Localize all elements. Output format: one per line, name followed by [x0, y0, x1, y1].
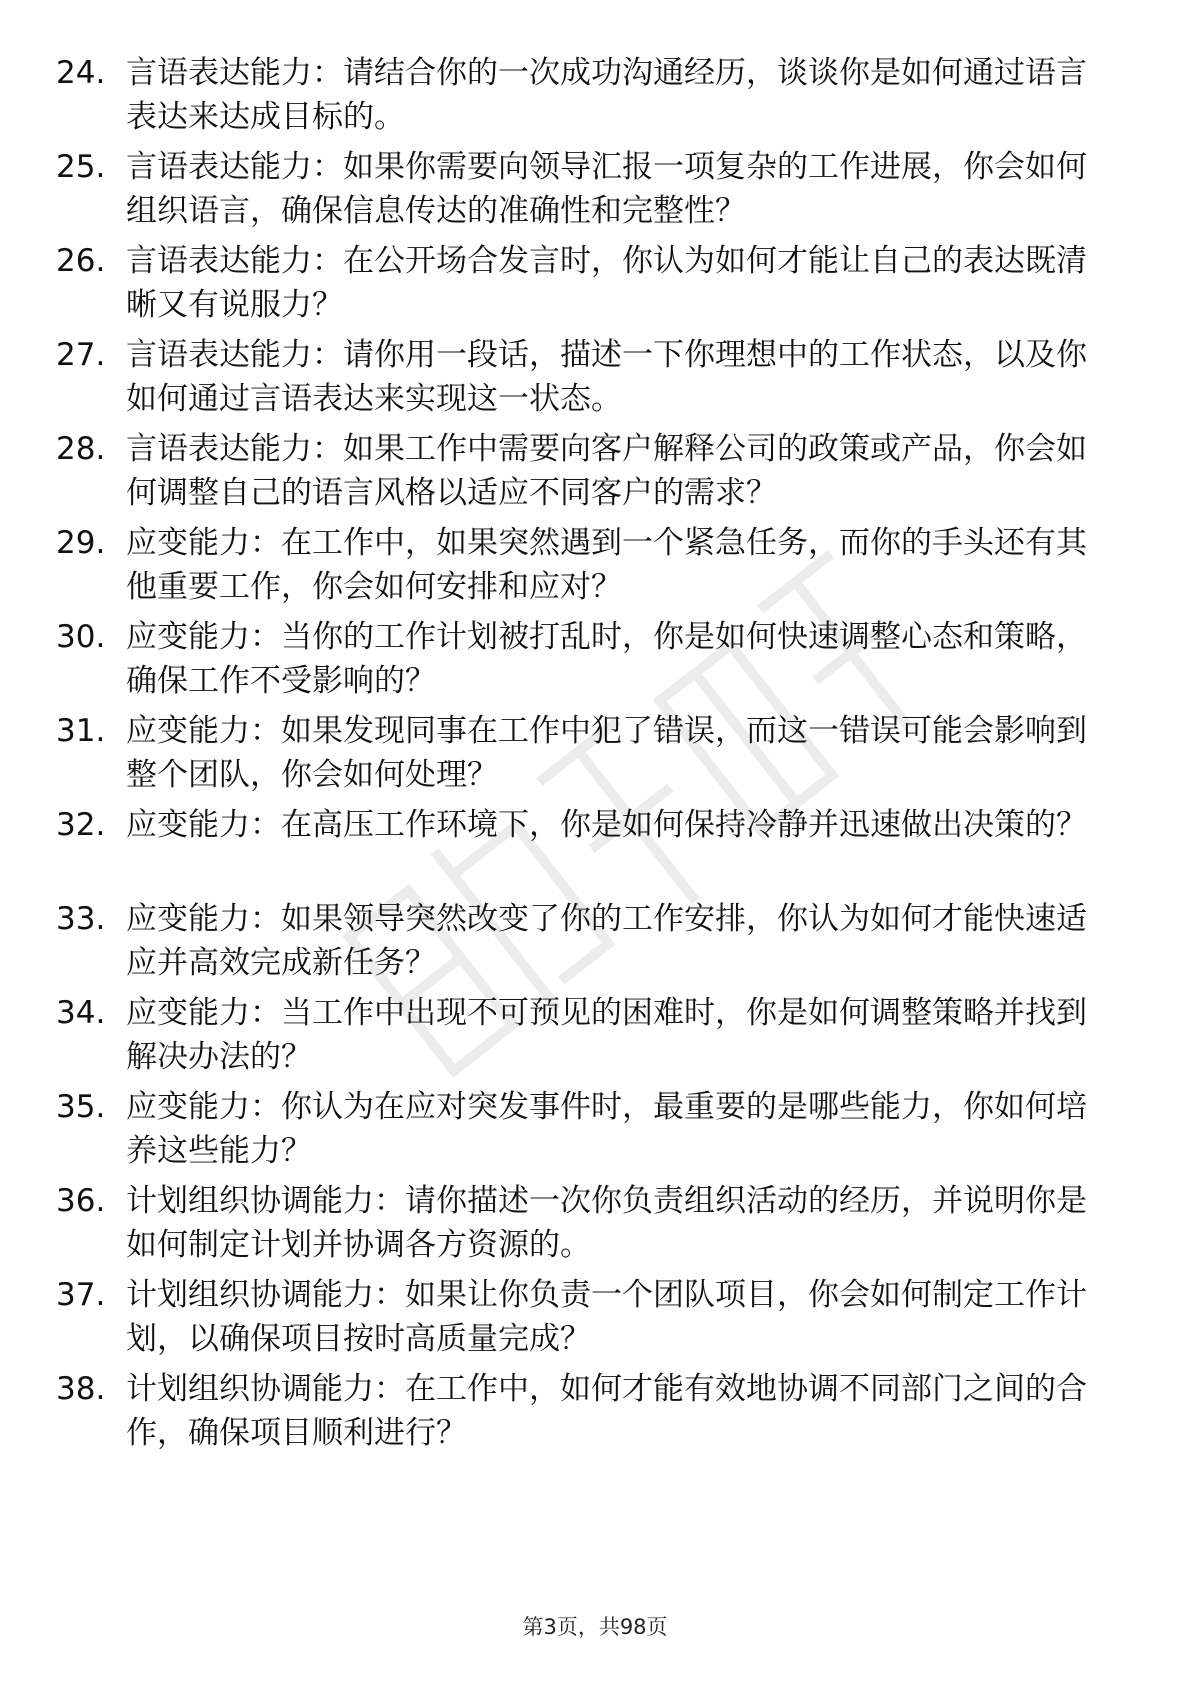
question-number: 31.: [56, 713, 106, 749]
list-item: [56, 615, 1116, 709]
question-number: 26.: [56, 243, 106, 279]
question-number: 27.: [56, 337, 106, 373]
list-item: [56, 1179, 1116, 1273]
question-text: 应变能力：在工作中，如果突然遇到一个紧急任务，而你的手头还有其他重要工作，你会如何安排和应对？: [126, 525, 1087, 605]
list-item: [56, 427, 1116, 521]
question-number: 34.: [56, 995, 106, 1031]
list-item: [56, 709, 1116, 803]
question-number: 35.: [56, 1089, 106, 1125]
question-number: 25.: [56, 149, 106, 185]
list-item: [56, 51, 1116, 145]
list-item: [56, 239, 1116, 333]
question-number: 33.: [56, 901, 106, 937]
question-text: 计划组织协调能力：请你描述一次你负责组织活动的经历，并说明你是如何制定计划并协调各方资源的。: [126, 1183, 1087, 1263]
list-item: [56, 1367, 1116, 1461]
question-text: 言语表达能力：在公开场合发言时，你认为如何才能让自己的表达既清晰又有说服力？: [126, 243, 1087, 323]
question-text: 言语表达能力：请你用一段话，描述一下你理想中的工作状态，以及你如何通过言语表达来实现这一状态。: [126, 337, 1087, 417]
question-text: 计划组织协调能力：如果让你负责一个团队项目，你会如何制定工作计划，以确保项目按时高质量完成？: [126, 1277, 1087, 1357]
question-number: 32.: [56, 807, 106, 843]
question-number: 24.: [56, 55, 106, 91]
question-text: 言语表达能力：如果工作中需要向客户解释公司的政策或产品，你会如何调整自己的语言风格以适应不同客户的需求？: [126, 431, 1087, 511]
question-number: 30.: [56, 619, 106, 655]
question-number: 28.: [56, 431, 106, 467]
question-text: 应变能力：在高压工作环境下，你是如何保持冷静并迅速做出决策的？: [126, 807, 1087, 843]
question-text: 应变能力：如果领导突然改变了你的工作安排，你认为如何才能快速适应并高效完成新任务？: [126, 901, 1087, 981]
page-number-footer: [0, 1612, 1190, 1642]
question-number: 37.: [56, 1277, 106, 1313]
list-item: [56, 803, 1116, 897]
list-item: [56, 145, 1116, 239]
list-item: [56, 1273, 1116, 1367]
page-number: 第3页，共98页: [522, 1615, 668, 1639]
question-list: [56, 51, 1116, 1461]
question-text: 计划组织协调能力：在工作中，如何才能有效地协调不同部门之间的合作，确保项目顺利进行？: [126, 1371, 1087, 1451]
question-number: 38.: [56, 1371, 106, 1407]
question-text: 应变能力：当你的工作计划被打乱时，你是如何快速调整心态和策略，确保工作不受影响的？: [126, 619, 1087, 699]
list-item: [56, 991, 1116, 1085]
question-number: 29.: [56, 525, 106, 561]
list-item: [56, 333, 1116, 427]
question-text: 言语表达能力：请结合你的一次成功沟通经历，谈谈你是如何通过语言表达来达成目标的。: [126, 55, 1087, 135]
question-text: 应变能力：如果发现同事在工作中犯了错误，而这一错误可能会影响到整个团队，你会如何处理？: [126, 713, 1087, 793]
question-number: 36.: [56, 1183, 106, 1219]
question-text: 应变能力：当工作中出现不可预见的困难时，你是如何调整策略并找到解决办法的？: [126, 995, 1087, 1075]
question-text: 应变能力：你认为在应对突发事件时，最重要的是哪些能力，你如何培养这些能力？: [126, 1089, 1087, 1169]
list-item: [56, 521, 1116, 615]
question-text: 言语表达能力：如果你需要向领导汇报一项复杂的工作进展，你会如何组织语言，确保信息传达的准确性和完整性？: [126, 149, 1087, 229]
list-item: [56, 897, 1116, 991]
list-item: [56, 1085, 1116, 1179]
